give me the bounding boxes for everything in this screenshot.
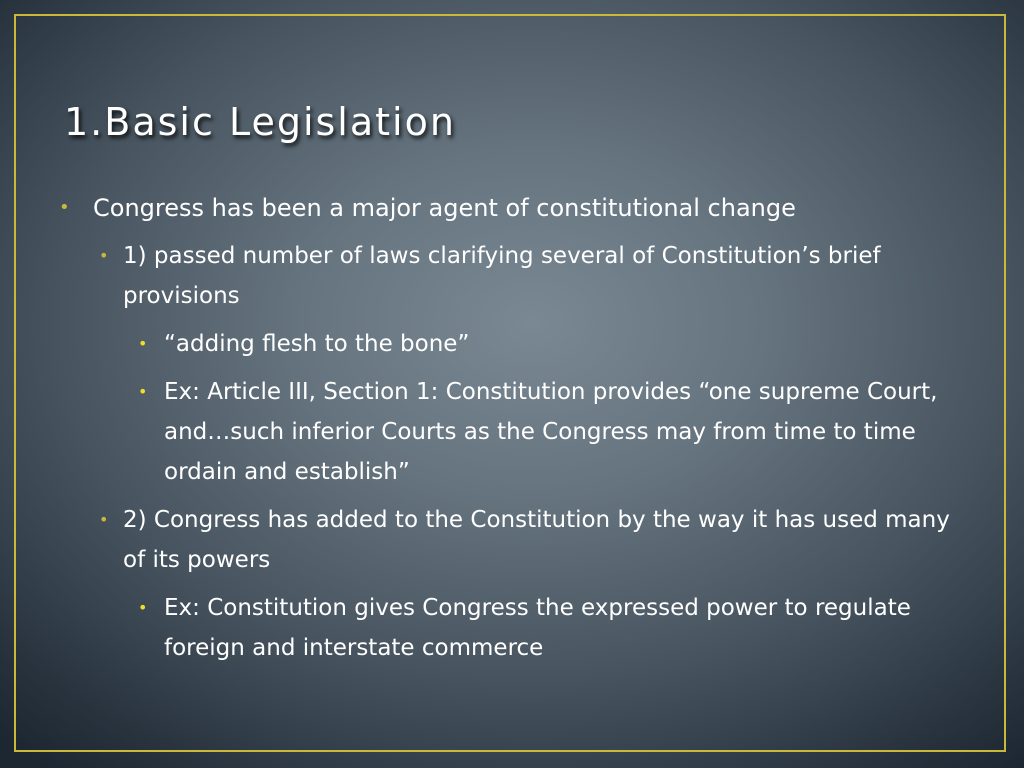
bullet-item [56,188,956,228]
bullet-icon: • [138,382,148,401]
sub-sub-bullet-item [138,324,956,364]
bullet-text: Ex: Article III, Section 1: Constitution provides “one supreme Court, and…such inferior Courts as the Congress may from time to time ordain and establish” [164,379,938,485]
bullet-text: “adding flesh to the bone” [164,331,470,357]
bullet-icon: • [59,197,70,218]
bullet-text: Ex: Constitution gives Congress the expressed power to regulate foreign and interstate commerce [164,595,911,661]
bullet-text: 2) Congress has added to the Constitution by the way it has used many of its powers [123,507,950,573]
sub-bullet-item [99,236,956,316]
bullet-icon: • [99,246,109,265]
bullet-text: 1) passed number of laws clarifying several of Constitution’s brief provisions [123,243,881,309]
bullet-icon: • [138,598,148,617]
bullet-icon: • [99,510,109,529]
sub-sub-bullet-item [138,588,956,668]
bullet-icon: • [138,334,148,353]
sub-sub-bullet-item [138,372,956,492]
sub-bullet-item [99,500,956,580]
slide-title: 1.Basic Legislation [64,100,456,144]
slide-body [56,188,956,668]
bullet-text: Congress has been a major agent of constitutional change [93,194,796,222]
